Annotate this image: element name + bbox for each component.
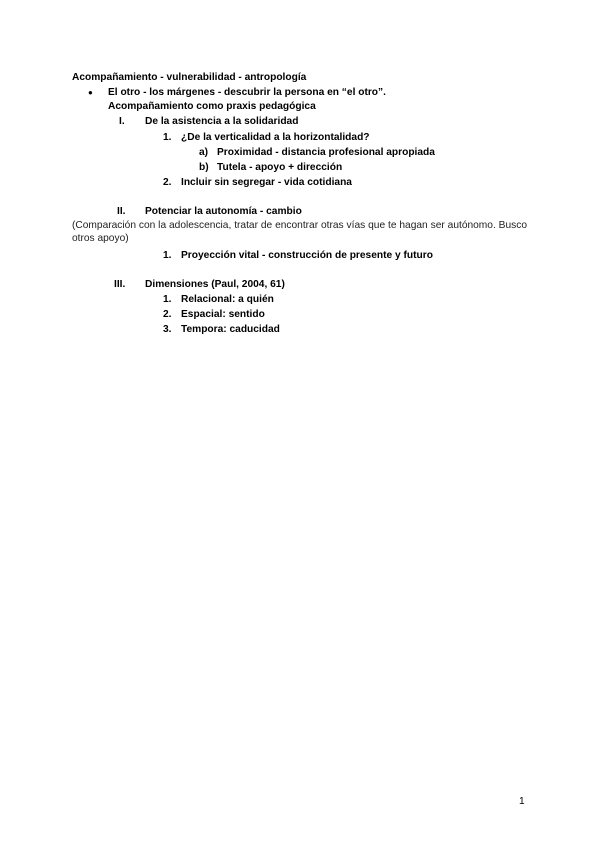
item-text: Incluir sin segregar - vida cotidiana: [181, 177, 352, 188]
item-number: 2.: [163, 309, 172, 320]
subitem-text: Tutela - apoyo + dirección: [217, 162, 343, 173]
item-text: Relacional: a quién: [181, 294, 274, 305]
subitem-letter: b): [199, 162, 209, 173]
section-title: Dimensiones (Paul, 2004, 61): [145, 279, 285, 290]
bullet-text: El otro - los márgenes - descubrir la persona en “el otro”.: [108, 87, 386, 98]
item-text: Proyección vital - construcción de presente y futuro: [181, 250, 433, 261]
item-text: Espacial: sentido: [181, 309, 265, 320]
item-number: 2.: [163, 177, 172, 188]
page-number: 1: [519, 796, 525, 807]
subitem-text: Proximidad - distancia profesional apropiada: [217, 147, 435, 158]
item-number: 3.: [163, 324, 172, 335]
section-numeral: III.: [114, 279, 126, 290]
section-title: Potenciar la autonomía - cambio: [145, 206, 302, 217]
section-note: (Comparación con la adolescencia, tratar de encontrar otras vías que te hagan ser autónomo. Busco otros apoyo): [72, 220, 527, 244]
item-number: 1.: [163, 294, 172, 305]
item-text: Tempora: caducidad: [181, 324, 280, 335]
item-number: 1.: [163, 250, 172, 261]
item-number: 1.: [163, 132, 172, 143]
subitem-letter: a): [199, 147, 209, 158]
document-heading: Acompañamiento - vulnerabilidad - antropología: [72, 72, 307, 83]
section-numeral: II.: [117, 206, 126, 217]
section-numeral: I.: [119, 116, 125, 127]
bullet-icon: ●: [88, 88, 93, 97]
section-title: De la asistencia a la solidaridad: [145, 116, 299, 127]
subheading: Acompañamiento como praxis pedagógica: [108, 101, 316, 112]
item-text: ¿De la verticalidad a la horizontalidad?: [181, 132, 370, 143]
